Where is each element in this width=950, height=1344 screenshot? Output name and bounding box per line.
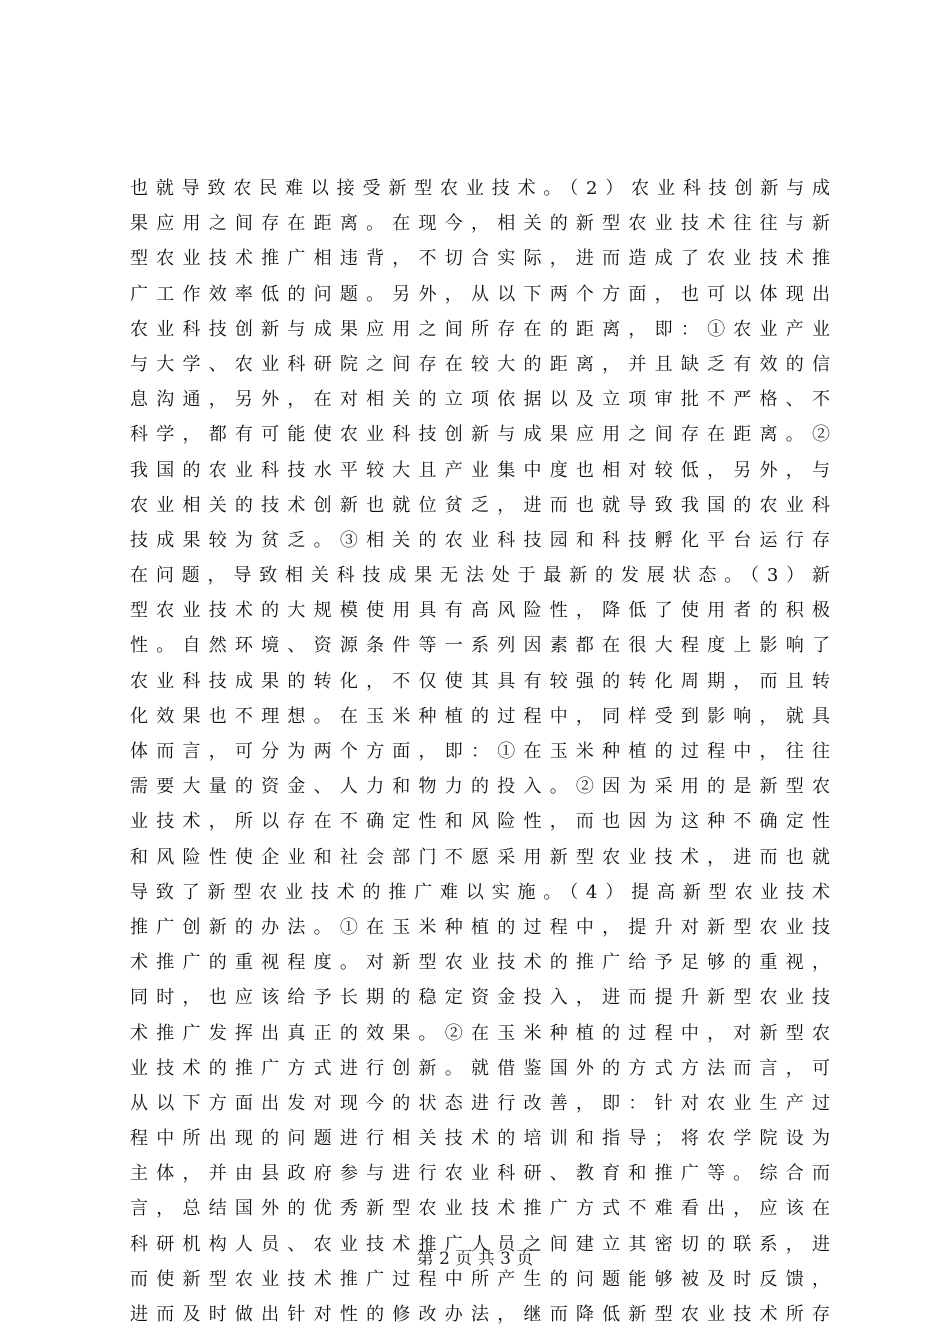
text-line: 我国的农业科技水平较大且产业集中度也相对较低，另外，与	[130, 459, 830, 481]
text-line: 性。自然环境、资源条件等一系列因素都在很大程度上影响了	[130, 635, 830, 657]
text-line: 型农业技术的大规模使用具有高风险性，降低了使用者的积极	[130, 600, 830, 622]
page-footer: 第 2 页 共 3 页	[416, 1249, 534, 1269]
text-line: 型农业技术推广相违背，不切合实际，进而造成了农业技术推	[130, 248, 830, 270]
text-line: 息沟通，另外，在对相关的立项依据以及立项审批不严格、不	[130, 389, 830, 411]
text-line: 体而言，可分为两个方面，即：①在玉米种植的过程中，往往	[130, 741, 830, 762]
text-line: 业技术，所以存在不确定性和风险性，而也因为这种不确定性	[130, 811, 830, 833]
text-line: 导致了新型农业技术的推广难以实施。（4）提高新型农业技术	[130, 881, 830, 903]
text-line: 在问题，导致相关科技成果无法处于最新的发展状态。（3）新	[130, 565, 830, 587]
text-line: 农业科技成果的转化，不仅使其具有较强的转化周期，而且转	[130, 670, 830, 692]
text-line: 而使新型农业技术推广过程中所产生的问题能够被及时反馈，	[130, 1268, 830, 1290]
text-line: 果应用之间存在距离。在现今，相关的新型农业技术往往与新	[130, 213, 830, 235]
text-line: 主体，并由县政府参与进行农业科研、教育和推广等。综合而	[130, 1163, 830, 1185]
body-text	[130, 171, 830, 1332]
text-line: 程中所出现的问题进行相关技术的培训和指导；将农学院设为	[130, 1128, 830, 1150]
text-line: 从以下方面出发对现今的状态进行改善，即：针对农业生产过	[130, 1092, 830, 1114]
text-line: 术推广发挥出真正的效果。②在玉米种植的过程中，对新型农	[130, 1022, 830, 1044]
text-line: 推广创新的办法。①在玉米种植的过程中，提升对新型农业技	[130, 916, 830, 938]
text-line: 技成果较为贫乏。③相关的农业科技园和科技孵化平台运行存	[130, 529, 830, 551]
text-line: 术推广的重视程度。对新型农业技术的推广给予足够的重视，	[130, 952, 830, 974]
text-line: 同时，也应该给予长期的稳定资金投入，进而提升新型农业技	[130, 987, 830, 1009]
text-line: 科研机构人员、农业技术推广人员之间建立其密切的联系，进	[130, 1233, 830, 1255]
text-line: 农业相关的技术创新也就位贫乏，进而也就导致我国的农业科	[130, 494, 830, 516]
text-line: 和风险性使企业和社会部门不愿采用新型农业技术，进而也就	[130, 846, 830, 868]
text-line: 也就导致农民难以接受新型农业技术。（2）农业科技创新与成	[130, 178, 830, 199]
text-line: 需要大量的资金、人力和物力的投入。②因为采用的是新型农	[130, 776, 830, 798]
text-line: 进而及时做出针对性的修改办法，继而降低新型农业技术所存	[130, 1304, 830, 1325]
text-line: 农业科技创新与成果应用之间所存在的距离，即：①农业产业	[130, 318, 830, 340]
text-line: 化效果也不理想。在玉米种植的过程中，同样受到影响，就具	[130, 705, 830, 727]
text-line: 言，总结国外的优秀新型农业技术推广方式不难看出，应该在	[130, 1198, 830, 1220]
text-line: 与大学、农业科研院之间存在较大的距离，并且缺乏有效的信	[130, 353, 830, 375]
text-line: 业技术的推广方式进行创新。就借鉴国外的方式方法而言，可	[130, 1057, 830, 1079]
text-line: 科学，都有可能使农业科技创新与成果应用之间存在距离。②	[130, 424, 830, 446]
text-line: 广工作效率低的问题。另外，从以下两个方面，也可以体现出	[130, 283, 830, 305]
